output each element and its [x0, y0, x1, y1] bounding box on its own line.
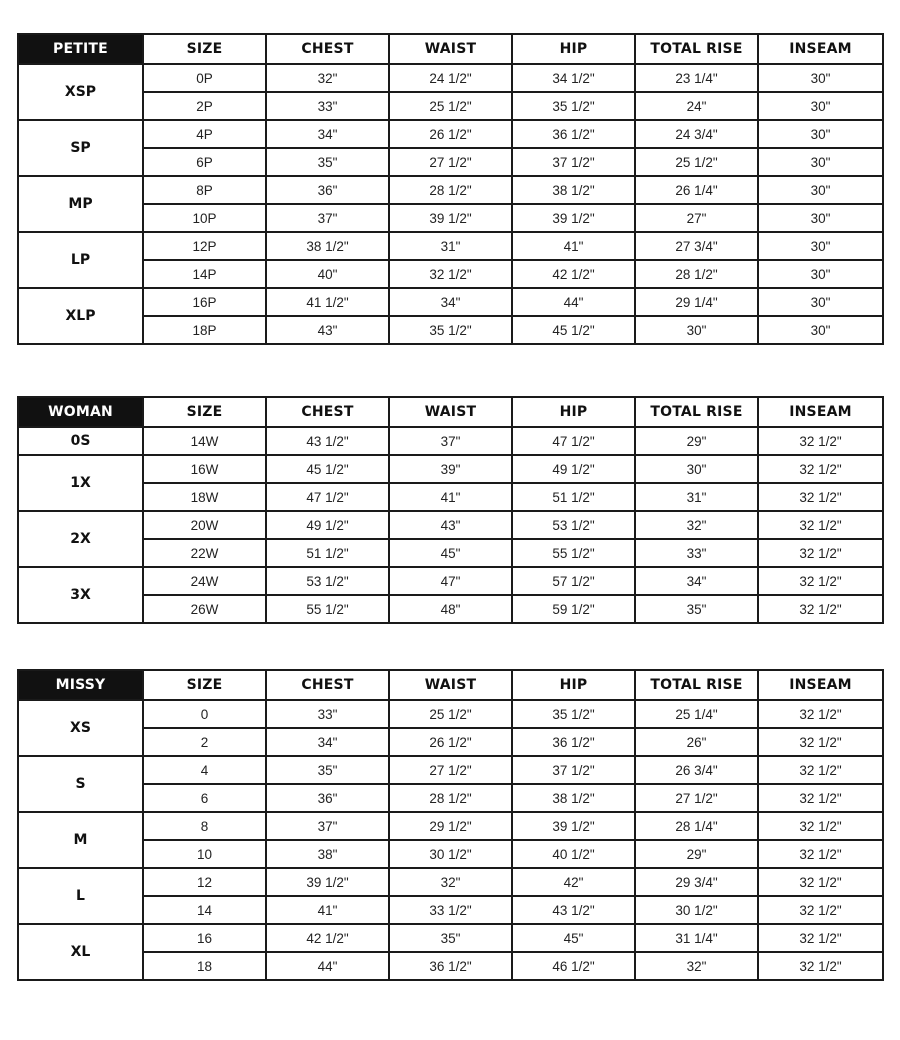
hip-cell: 35 1/2": [512, 700, 635, 728]
total-rise-cell: 26 3/4": [635, 756, 758, 784]
column-header-hip: HIP: [512, 397, 635, 427]
chest-cell: 41 1/2": [266, 288, 389, 316]
waist-cell: 26 1/2": [389, 728, 512, 756]
total-rise-cell: 29": [635, 840, 758, 868]
inseam-cell: 32 1/2": [758, 812, 883, 840]
total-rise-cell: 26": [635, 728, 758, 756]
table-row: [18, 148, 883, 176]
waist-cell: 30 1/2": [389, 840, 512, 868]
total-rise-cell: 27": [635, 204, 758, 232]
size-cell: 2: [143, 728, 266, 756]
header-row: [18, 34, 883, 64]
size-cell: 4P: [143, 120, 266, 148]
hip-cell: 43 1/2": [512, 896, 635, 924]
total-rise-cell: 28 1/2": [635, 260, 758, 288]
size-cell: 22W: [143, 539, 266, 567]
chest-cell: 45 1/2": [266, 455, 389, 483]
table-row: [18, 232, 883, 260]
size-cell: 26W: [143, 595, 266, 623]
chest-cell: 37": [266, 204, 389, 232]
chest-cell: 34": [266, 728, 389, 756]
size-cell: 24W: [143, 567, 266, 595]
waist-cell: 26 1/2": [389, 120, 512, 148]
waist-cell: 28 1/2": [389, 176, 512, 204]
size-cell: 16P: [143, 288, 266, 316]
waist-cell: 41": [389, 483, 512, 511]
inseam-cell: 32 1/2": [758, 840, 883, 868]
table-row: [18, 92, 883, 120]
size-cell: 0: [143, 700, 266, 728]
total-rise-cell: 25 1/4": [635, 700, 758, 728]
inseam-cell: 32 1/2": [758, 784, 883, 812]
total-rise-cell: 27 3/4": [635, 232, 758, 260]
total-rise-cell: 30 1/2": [635, 896, 758, 924]
inseam-cell: 32 1/2": [758, 427, 883, 455]
chest-cell: 55 1/2": [266, 595, 389, 623]
hip-cell: 47 1/2": [512, 427, 635, 455]
column-header-total-rise: TOTAL RISE: [635, 397, 758, 427]
hip-cell: 42": [512, 868, 635, 896]
inseam-cell: 30": [758, 148, 883, 176]
inseam-cell: 32 1/2": [758, 483, 883, 511]
waist-cell: 35": [389, 924, 512, 952]
hip-cell: 44": [512, 288, 635, 316]
total-rise-cell: 34": [635, 567, 758, 595]
inseam-cell: 32 1/2": [758, 455, 883, 483]
total-rise-cell: 29 1/4": [635, 288, 758, 316]
inseam-cell: 30": [758, 232, 883, 260]
total-rise-cell: 30": [635, 316, 758, 344]
total-rise-cell: 24 3/4": [635, 120, 758, 148]
table-row: [18, 567, 883, 595]
hip-cell: 55 1/2": [512, 539, 635, 567]
table-row: [18, 120, 883, 148]
hip-cell: 38 1/2": [512, 176, 635, 204]
size-group-label: XSP: [18, 64, 143, 120]
size-cell: 18W: [143, 483, 266, 511]
table-row: [18, 700, 883, 728]
column-header-waist: WAIST: [389, 34, 512, 64]
waist-cell: 36 1/2": [389, 952, 512, 980]
table-title: PETITE: [18, 34, 143, 64]
size-group-label: 0S: [18, 427, 143, 455]
waist-cell: 31": [389, 232, 512, 260]
petite-size-table: [17, 33, 884, 345]
waist-cell: 37": [389, 427, 512, 455]
table-row: [18, 812, 883, 840]
table-row: [18, 64, 883, 92]
inseam-cell: 32 1/2": [758, 868, 883, 896]
table-title: WOMAN: [18, 397, 143, 427]
chest-cell: 38 1/2": [266, 232, 389, 260]
hip-cell: 34 1/2": [512, 64, 635, 92]
waist-cell: 27 1/2": [389, 756, 512, 784]
inseam-cell: 30": [758, 316, 883, 344]
chest-cell: 34": [266, 120, 389, 148]
table-title: MISSY: [18, 670, 143, 700]
total-rise-cell: 29 3/4": [635, 868, 758, 896]
column-header-size: SIZE: [143, 670, 266, 700]
chest-cell: 33": [266, 92, 389, 120]
chest-cell: 39 1/2": [266, 868, 389, 896]
hip-cell: 45 1/2": [512, 316, 635, 344]
header-row: [18, 397, 883, 427]
chest-cell: 40": [266, 260, 389, 288]
waist-cell: 32": [389, 868, 512, 896]
chest-cell: 36": [266, 176, 389, 204]
waist-cell: 45": [389, 539, 512, 567]
size-cell: 14W: [143, 427, 266, 455]
waist-cell: 27 1/2": [389, 148, 512, 176]
waist-cell: 39": [389, 455, 512, 483]
inseam-cell: 32 1/2": [758, 595, 883, 623]
chest-cell: 33": [266, 700, 389, 728]
size-cell: 4: [143, 756, 266, 784]
hip-cell: 42 1/2": [512, 260, 635, 288]
hip-cell: 38 1/2": [512, 784, 635, 812]
inseam-cell: 32 1/2": [758, 511, 883, 539]
chest-cell: 37": [266, 812, 389, 840]
hip-cell: 51 1/2": [512, 483, 635, 511]
total-rise-cell: 26 1/4": [635, 176, 758, 204]
inseam-cell: 32 1/2": [758, 700, 883, 728]
table-row: [18, 868, 883, 896]
hip-cell: 41": [512, 232, 635, 260]
chest-cell: 41": [266, 896, 389, 924]
size-cell: 14: [143, 896, 266, 924]
chest-cell: 32": [266, 64, 389, 92]
size-group-label: XL: [18, 924, 143, 980]
column-header-hip: HIP: [512, 34, 635, 64]
table-row: [18, 756, 883, 784]
waist-cell: 32 1/2": [389, 260, 512, 288]
total-rise-cell: 29": [635, 427, 758, 455]
total-rise-cell: 28 1/4": [635, 812, 758, 840]
waist-cell: 35 1/2": [389, 316, 512, 344]
size-group-label: 3X: [18, 567, 143, 623]
table-row: [18, 204, 883, 232]
total-rise-cell: 25 1/2": [635, 148, 758, 176]
hip-cell: 36 1/2": [512, 728, 635, 756]
size-group-label: S: [18, 756, 143, 812]
column-header-size: SIZE: [143, 34, 266, 64]
chest-cell: 35": [266, 148, 389, 176]
inseam-cell: 30": [758, 64, 883, 92]
hip-cell: 46 1/2": [512, 952, 635, 980]
size-cell: 10P: [143, 204, 266, 232]
table-row: [18, 260, 883, 288]
total-rise-cell: 31": [635, 483, 758, 511]
inseam-cell: 32 1/2": [758, 952, 883, 980]
waist-cell: 33 1/2": [389, 896, 512, 924]
hip-cell: 40 1/2": [512, 840, 635, 868]
column-header-chest: CHEST: [266, 397, 389, 427]
size-cell: 6: [143, 784, 266, 812]
table-row: [18, 511, 883, 539]
size-cell: 14P: [143, 260, 266, 288]
column-header-chest: CHEST: [266, 34, 389, 64]
waist-cell: 39 1/2": [389, 204, 512, 232]
column-header-chest: CHEST: [266, 670, 389, 700]
inseam-cell: 30": [758, 176, 883, 204]
chest-cell: 49 1/2": [266, 511, 389, 539]
inseam-cell: 32 1/2": [758, 924, 883, 952]
table-row: [18, 288, 883, 316]
total-rise-cell: 32": [635, 511, 758, 539]
size-cell: 6P: [143, 148, 266, 176]
size-cell: 12P: [143, 232, 266, 260]
waist-cell: 47": [389, 567, 512, 595]
chest-cell: 51 1/2": [266, 539, 389, 567]
hip-cell: 45": [512, 924, 635, 952]
hip-cell: 37 1/2": [512, 756, 635, 784]
size-cell: 16W: [143, 455, 266, 483]
chest-cell: 42 1/2": [266, 924, 389, 952]
column-header-inseam: INSEAM: [758, 397, 883, 427]
size-group-label: MP: [18, 176, 143, 232]
hip-cell: 53 1/2": [512, 511, 635, 539]
column-header-total-rise: TOTAL RISE: [635, 670, 758, 700]
hip-cell: 39 1/2": [512, 812, 635, 840]
missy-size-table: [17, 669, 884, 981]
inseam-cell: 32 1/2": [758, 896, 883, 924]
chest-cell: 43 1/2": [266, 427, 389, 455]
size-cell: 16: [143, 924, 266, 952]
waist-cell: 34": [389, 288, 512, 316]
total-rise-cell: 27 1/2": [635, 784, 758, 812]
table-row: [18, 427, 883, 455]
size-cell: 2P: [143, 92, 266, 120]
size-cell: 8P: [143, 176, 266, 204]
size-group-label: LP: [18, 232, 143, 288]
total-rise-cell: 30": [635, 455, 758, 483]
column-header-hip: HIP: [512, 670, 635, 700]
size-group-label: 1X: [18, 455, 143, 511]
inseam-cell: 30": [758, 204, 883, 232]
waist-cell: 28 1/2": [389, 784, 512, 812]
size-group-label: SP: [18, 120, 143, 176]
table-row: [18, 784, 883, 812]
inseam-cell: 32 1/2": [758, 567, 883, 595]
hip-cell: 35 1/2": [512, 92, 635, 120]
total-rise-cell: 33": [635, 539, 758, 567]
inseam-cell: 30": [758, 260, 883, 288]
column-header-waist: WAIST: [389, 670, 512, 700]
column-header-total-rise: TOTAL RISE: [635, 34, 758, 64]
woman-size-table: [17, 396, 884, 624]
inseam-cell: 32 1/2": [758, 756, 883, 784]
size-cell: 18: [143, 952, 266, 980]
chest-cell: 36": [266, 784, 389, 812]
inseam-cell: 32 1/2": [758, 539, 883, 567]
table-row: [18, 952, 883, 980]
total-rise-cell: 23 1/4": [635, 64, 758, 92]
column-header-inseam: INSEAM: [758, 670, 883, 700]
table-row: [18, 539, 883, 567]
table-row: [18, 176, 883, 204]
size-group-label: M: [18, 812, 143, 868]
chest-cell: 44": [266, 952, 389, 980]
table-row: [18, 483, 883, 511]
size-cell: 18P: [143, 316, 266, 344]
table-row: [18, 455, 883, 483]
hip-cell: 59 1/2": [512, 595, 635, 623]
table-row: [18, 840, 883, 868]
waist-cell: 24 1/2": [389, 64, 512, 92]
column-header-waist: WAIST: [389, 397, 512, 427]
chest-cell: 47 1/2": [266, 483, 389, 511]
inseam-cell: 32 1/2": [758, 728, 883, 756]
size-group-label: XS: [18, 700, 143, 756]
waist-cell: 25 1/2": [389, 92, 512, 120]
size-group-label: L: [18, 868, 143, 924]
size-cell: 0P: [143, 64, 266, 92]
table-row: [18, 728, 883, 756]
size-cell: 20W: [143, 511, 266, 539]
hip-cell: 39 1/2": [512, 204, 635, 232]
waist-cell: 43": [389, 511, 512, 539]
hip-cell: 57 1/2": [512, 567, 635, 595]
chest-cell: 35": [266, 756, 389, 784]
chest-cell: 43": [266, 316, 389, 344]
chest-cell: 53 1/2": [266, 567, 389, 595]
total-rise-cell: 32": [635, 952, 758, 980]
table-row: [18, 896, 883, 924]
column-header-size: SIZE: [143, 397, 266, 427]
size-group-label: 2X: [18, 511, 143, 567]
table-row: [18, 316, 883, 344]
size-group-label: XLP: [18, 288, 143, 344]
inseam-cell: 30": [758, 92, 883, 120]
chest-cell: 38": [266, 840, 389, 868]
table-row: [18, 924, 883, 952]
inseam-cell: 30": [758, 288, 883, 316]
hip-cell: 37 1/2": [512, 148, 635, 176]
hip-cell: 36 1/2": [512, 120, 635, 148]
waist-cell: 29 1/2": [389, 812, 512, 840]
header-row: [18, 670, 883, 700]
size-cell: 12: [143, 868, 266, 896]
total-rise-cell: 31 1/4": [635, 924, 758, 952]
table-row: [18, 595, 883, 623]
waist-cell: 25 1/2": [389, 700, 512, 728]
column-header-inseam: INSEAM: [758, 34, 883, 64]
total-rise-cell: 24": [635, 92, 758, 120]
hip-cell: 49 1/2": [512, 455, 635, 483]
size-cell: 8: [143, 812, 266, 840]
waist-cell: 48": [389, 595, 512, 623]
size-cell: 10: [143, 840, 266, 868]
inseam-cell: 30": [758, 120, 883, 148]
total-rise-cell: 35": [635, 595, 758, 623]
